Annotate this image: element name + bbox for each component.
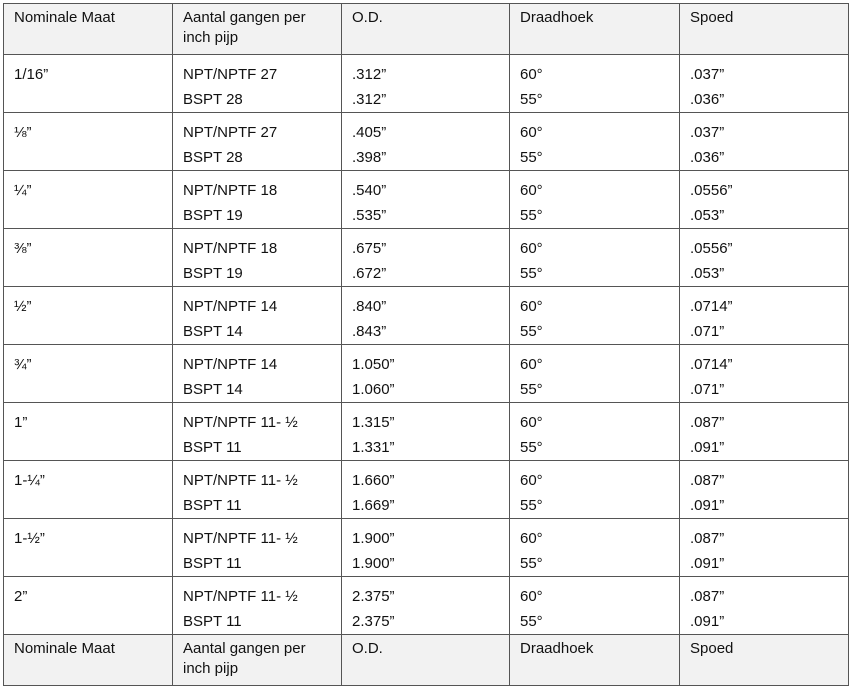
threads-per-inch-cell-line1: NPT/NPTF 11- ½ [183,472,298,489]
table-row [4,345,849,403]
threads-per-inch-cell [173,577,342,635]
od-cell-line2: 1.900” [352,555,395,572]
table-row [4,403,849,461]
thread-angle-cell [510,55,680,113]
pitch-cell-line2: .091” [690,555,725,572]
threads-per-inch-cell-line1: NPT/NPTF 11- ½ [183,414,298,431]
od-cell-line1: .675” [352,240,387,257]
threads-per-inch-cell-line2: BSPT 11 [183,439,242,456]
nominal-size-cell-line1: ⅛” [14,124,32,141]
od-cell-line2: .535” [352,207,387,224]
nominal-size-cell [4,229,173,287]
pitch-cell-line1: .037” [690,66,725,83]
footer-thread-angle-line1: Draadhoek [520,640,594,657]
od-cell-line1: .540” [352,182,387,199]
thread-angle-cell-line2: 55° [520,497,543,514]
od-cell [342,287,510,345]
pitch-cell-line1: .0556” [690,240,733,257]
pitch-cell-line1: .0556” [690,182,733,199]
threads-per-inch-cell-line2: BSPT 28 [183,149,243,166]
header-threads-per-inch-line1: Aantal gangen per [183,9,306,26]
thread-angle-cell [510,287,680,345]
pitch-cell-line2: .091” [690,497,725,514]
nominal-size-cell [4,345,173,403]
od-cell [342,403,510,461]
thread-angle-cell-line1: 60° [520,298,543,315]
footer-pitch [680,635,849,686]
pitch-cell-line1: .0714” [690,356,733,373]
thread-angle-cell-line2: 55° [520,265,543,282]
thread-angle-cell-line1: 60° [520,124,543,141]
thread-angle-cell-line1: 60° [520,472,543,489]
threads-per-inch-cell-line2: BSPT 14 [183,381,243,398]
thread-angle-cell [510,171,680,229]
table-row [4,287,849,345]
nominal-size-cell [4,55,173,113]
header-threads-per-inch-line2: inch pijp [183,29,239,46]
pitch-cell-line2: .071” [690,323,725,340]
threads-per-inch-cell-line1: NPT/NPTF 11- ½ [183,530,298,547]
thread-angle-cell [510,229,680,287]
pitch-cell [680,461,849,519]
thread-angle-cell [510,577,680,635]
thread-angle-cell [510,519,680,577]
od-cell-line2: 2.375” [352,613,395,630]
pitch-cell [680,113,849,171]
pitch-cell-line2: .091” [690,439,725,456]
nominal-size-cell-line1: 1” [14,414,28,431]
pitch-cell-line1: .087” [690,588,725,605]
footer-threads-per-inch-line2: inch pijp [183,660,239,677]
threads-per-inch-cell [173,229,342,287]
pitch-cell [680,403,849,461]
od-cell-line1: .312” [352,66,387,83]
od-cell-line1: 1.315” [352,414,395,431]
pitch-cell-line2: .071” [690,381,725,398]
thread-angle-cell-line2: 55° [520,207,543,224]
od-cell-line2: .672” [352,265,387,282]
od-cell [342,519,510,577]
nominal-size-cell-line1: 2” [14,588,28,605]
pitch-cell-line2: .053” [690,265,725,282]
threads-per-inch-cell-line2: BSPT 11 [183,497,242,514]
pitch-cell-line1: .0714” [690,298,733,315]
od-cell-line1: .405” [352,124,387,141]
pitch-cell [680,287,849,345]
pitch-cell [680,577,849,635]
table-row [4,55,849,113]
nominal-size-cell-line1: ¾” [14,356,32,373]
footer-pitch-line1: Spoed [690,640,734,657]
threads-per-inch-cell-line1: NPT/NPTF 18 [183,182,278,199]
nominal-size-cell [4,403,173,461]
thread-size-table [3,3,849,686]
threads-per-inch-cell-line2: BSPT 14 [183,323,243,340]
threads-per-inch-cell-line1: NPT/NPTF 14 [183,356,278,373]
pitch-cell-line1: .087” [690,414,725,431]
threads-per-inch-cell-line1: NPT/NPTF 14 [183,298,278,315]
table-row [4,519,849,577]
threads-per-inch-cell-line2: BSPT 11 [183,555,242,572]
footer-nominal-size [4,635,173,686]
thread-angle-cell-line1: 60° [520,66,543,83]
pitch-cell-line2: .053” [690,207,725,224]
header-nominal-size-label: Nominale Maat [14,9,115,26]
footer-nominal-size-line1: Nominale Maat [14,640,115,657]
od-cell [342,171,510,229]
od-cell [342,577,510,635]
threads-per-inch-cell-line1: NPT/NPTF 27 [183,66,278,83]
thread-angle-cell-line2: 55° [520,323,543,340]
threads-per-inch-cell-line1: NPT/NPTF 27 [183,124,278,141]
threads-per-inch-cell-line2: BSPT 19 [183,207,243,224]
od-cell-line1: .840” [352,298,387,315]
pitch-cell-line2: .036” [690,149,725,166]
od-cell-line2: 1.331” [352,439,395,456]
od-cell-line1: 1.050” [352,356,395,373]
od-cell [342,113,510,171]
threads-per-inch-cell-line2: BSPT 28 [183,91,243,108]
od-cell-line2: 1.669” [352,497,395,514]
header-thread-angle-label: Draadhoek [520,9,594,26]
table-body [4,4,849,686]
header-threads-per-inch [173,4,342,55]
table-row [4,461,849,519]
od-cell-line2: .398” [352,149,387,166]
thread-angle-cell-line1: 60° [520,530,543,547]
threads-per-inch-cell [173,461,342,519]
table-row [4,577,849,635]
footer-od-line1: O.D. [352,640,383,657]
header-thread-angle [510,4,680,55]
nominal-size-cell [4,519,173,577]
threads-per-inch-cell [173,519,342,577]
header-od-label: O.D. [352,9,383,26]
nominal-size-cell-line1: 1/16” [14,66,49,83]
threads-per-inch-cell-line1: NPT/NPTF 18 [183,240,278,257]
od-cell-line1: 2.375” [352,588,395,605]
pitch-cell [680,519,849,577]
od-cell [342,229,510,287]
thread-angle-cell [510,345,680,403]
nominal-size-cell [4,287,173,345]
nominal-size-cell-line1: 1-½” [14,530,45,547]
threads-per-inch-cell [173,287,342,345]
nominal-size-cell-line1: ½” [14,298,32,315]
od-cell [342,345,510,403]
header-pitch-label: Spoed [690,9,734,26]
footer-thread-angle [510,635,680,686]
threads-per-inch-cell [173,171,342,229]
thread-angle-cell-line2: 55° [520,381,543,398]
thread-angle-cell [510,461,680,519]
table-footer-row [4,635,849,686]
thread-angle-cell-line1: 60° [520,588,543,605]
pitch-cell [680,345,849,403]
od-cell [342,461,510,519]
pitch-cell-line1: .087” [690,472,725,489]
table-row [4,113,849,171]
thread-angle-cell-line1: 60° [520,240,543,257]
nominal-size-cell-line1: ⅜” [14,240,32,257]
thread-angle-cell-line2: 55° [520,439,543,456]
thread-angle-cell-line1: 60° [520,356,543,373]
od-cell-line2: .312” [352,91,387,108]
header-pitch [680,4,849,55]
threads-per-inch-cell [173,55,342,113]
pitch-cell [680,55,849,113]
table-header-row [4,4,849,55]
footer-threads-per-inch-line1: Aantal gangen per [183,640,306,657]
od-cell-line2: .843” [352,323,387,340]
table-row [4,229,849,287]
nominal-size-cell-line1: ¼” [14,182,32,199]
pitch-cell [680,229,849,287]
nominal-size-cell [4,577,173,635]
footer-od [342,635,510,686]
pitch-cell-line2: .036” [690,91,725,108]
thread-angle-cell [510,113,680,171]
pitch-cell-line1: .037” [690,124,725,141]
nominal-size-cell [4,171,173,229]
od-cell-line1: 1.900” [352,530,395,547]
threads-per-inch-cell [173,403,342,461]
thread-angle-cell [510,403,680,461]
od-cell-line1: 1.660” [352,472,395,489]
threads-per-inch-cell-line2: BSPT 11 [183,613,242,630]
table-row [4,171,849,229]
threads-per-inch-cell [173,345,342,403]
od-cell [342,55,510,113]
od-cell-line2: 1.060” [352,381,395,398]
pitch-cell-line1: .087” [690,530,725,547]
nominal-size-cell [4,461,173,519]
footer-threads-per-inch [173,635,342,686]
header-od [342,4,510,55]
threads-per-inch-cell [173,113,342,171]
thread-angle-cell-line2: 55° [520,149,543,166]
pitch-cell-line2: .091” [690,613,725,630]
threads-per-inch-cell-line1: NPT/NPTF 11- ½ [183,588,298,605]
thread-angle-cell-line2: 55° [520,91,543,108]
thread-angle-cell-line1: 60° [520,182,543,199]
thread-angle-cell-line2: 55° [520,613,543,630]
nominal-size-cell [4,113,173,171]
thread-angle-cell-line1: 60° [520,414,543,431]
header-nominal-size [4,4,173,55]
threads-per-inch-cell-line2: BSPT 19 [183,265,243,282]
nominal-size-cell-line1: 1-¼” [14,472,45,489]
thread-angle-cell-line2: 55° [520,555,543,572]
pitch-cell [680,171,849,229]
